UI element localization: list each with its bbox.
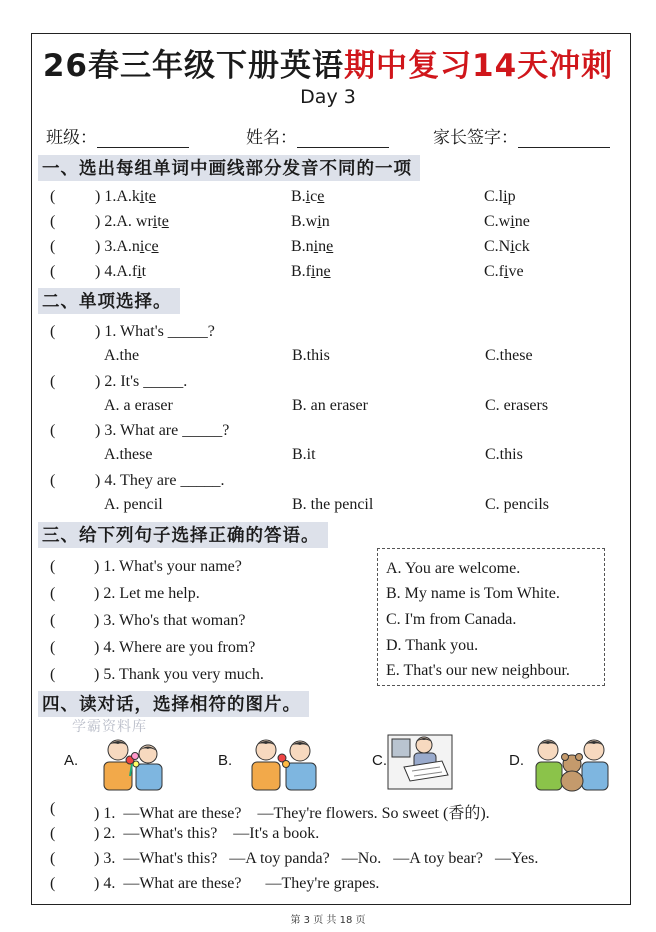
answer-blank[interactable]: (: [50, 850, 56, 867]
answer-blank[interactable]: (: [50, 422, 56, 439]
s2-option-b: B. the pencil: [292, 496, 374, 513]
s2-question: ) 1. What's _____?: [95, 323, 215, 340]
section2-heading: 二、单项选择。: [38, 288, 180, 314]
s4-dialogue: ) 4. —What are these? —They're grapes.: [94, 875, 380, 892]
s3-answer-option: B. My name is Tom White.: [386, 585, 560, 602]
page-footer: 第 3 页 共 18 页: [290, 915, 366, 926]
answer-blank[interactable]: (: [50, 875, 56, 892]
s2-option-a: A.the: [104, 347, 140, 364]
answer-blank[interactable]: (: [50, 800, 56, 817]
answer-blank[interactable]: (: [50, 238, 56, 255]
parent-signature-field[interactable]: 家长签字：: [433, 123, 610, 148]
s2-question: ) 2. It's _____.: [95, 373, 188, 390]
s2-option-c: C. pencils: [485, 496, 549, 513]
s1-option-c: C.Nick: [484, 238, 530, 255]
s1-option-c: C.five: [484, 263, 524, 280]
s1-option-a: ) 2.A. write: [95, 213, 169, 230]
answer-blank[interactable]: (: [50, 666, 56, 683]
s3-question: ) 2. Let me help.: [94, 585, 200, 602]
s3-question: ) 5. Thank you very much.: [94, 666, 264, 683]
picture-label-a: A.: [64, 752, 79, 769]
s3-question: ) 3. Who's that woman?: [94, 612, 246, 629]
s1-option-b: B.ice: [291, 188, 325, 205]
s4-dialogue: ) 1. —What are these? —They're flowers. So sweet (香的).: [94, 805, 490, 822]
section1-heading: 一、选出每组单词中画线部分发音不同的一项: [38, 155, 420, 181]
s1-option-a: ) 3.A.nice: [95, 238, 159, 255]
s3-answer-option: A. You are welcome.: [386, 560, 521, 577]
name-field[interactable]: 姓名：: [246, 123, 389, 148]
class-field[interactable]: 班级：: [46, 123, 189, 148]
watermark: 学霸资料库: [72, 719, 147, 735]
s2-option-a: A. pencil: [104, 496, 163, 513]
answer-blank[interactable]: (: [50, 612, 56, 629]
s1-option-a: ) 4.A.fit: [95, 263, 147, 280]
answer-blank[interactable]: (: [50, 558, 56, 575]
section4-heading: 四、读对话，选择相符的图片。: [38, 691, 309, 717]
page-title: 26春三年级下册英语期中复习14天冲刺: [42, 48, 614, 84]
picture-label-c: C.: [372, 752, 387, 769]
s2-option-c: C.this: [485, 446, 523, 463]
s3-question: ) 1. What's your name?: [94, 558, 242, 575]
picture-label-d: D.: [509, 752, 524, 769]
s1-option-b: B.fine: [291, 263, 331, 280]
answer-blank[interactable]: (: [50, 263, 56, 280]
s2-option-b: B.it: [292, 446, 316, 463]
answer-blank[interactable]: (: [50, 585, 56, 602]
s1-option-b: B.win: [291, 213, 330, 230]
answer-blank[interactable]: (: [50, 213, 56, 230]
s2-option-b: B. an eraser: [292, 397, 368, 414]
s4-dialogue: ) 2. —What's this? —It's a book.: [94, 825, 320, 842]
answer-blank[interactable]: (: [50, 373, 56, 390]
answer-blank[interactable]: (: [50, 188, 56, 205]
day-label: Day 3: [300, 86, 356, 108]
picture-b-book: [246, 734, 322, 792]
answer-blank[interactable]: (: [50, 639, 56, 656]
s3-answer-option: D. Thank you.: [386, 637, 479, 654]
s2-option-c: C.these: [485, 347, 533, 364]
picture-label-b: B.: [218, 752, 233, 769]
s3-answer-option: E. That's our new neighbour.: [386, 662, 570, 679]
s2-question: ) 4. They are _____.: [95, 472, 225, 489]
s2-option-b: B.this: [292, 347, 330, 364]
s2-option-a: A.these: [104, 446, 153, 463]
s2-option-c: C. erasers: [485, 397, 549, 414]
s1-option-c: C.lip: [484, 188, 516, 205]
picture-d-toy-bear: [532, 734, 612, 792]
picture-c-book: [384, 731, 456, 793]
s1-option-b: B.nine: [291, 238, 334, 255]
s1-option-c: C.wine: [484, 213, 530, 230]
section3-heading: 三、给下列句子选择正确的答语。: [38, 522, 328, 548]
picture-a-flowers: [92, 734, 172, 792]
s4-dialogue: ) 3. —What's this? —A toy panda? —No. —A toy bear? —Yes.: [94, 850, 539, 867]
answer-blank[interactable]: (: [50, 825, 56, 842]
answer-blank[interactable]: (: [50, 323, 56, 340]
s2-option-a: A. a eraser: [104, 397, 173, 414]
answer-blank[interactable]: (: [50, 472, 56, 489]
s3-answer-option: C. I'm from Canada.: [386, 611, 517, 628]
s1-option-a: ) 1.A.kite: [95, 188, 156, 205]
s2-question: ) 3. What are _____?: [95, 422, 230, 439]
s3-question: ) 4. Where are you from?: [94, 639, 256, 656]
